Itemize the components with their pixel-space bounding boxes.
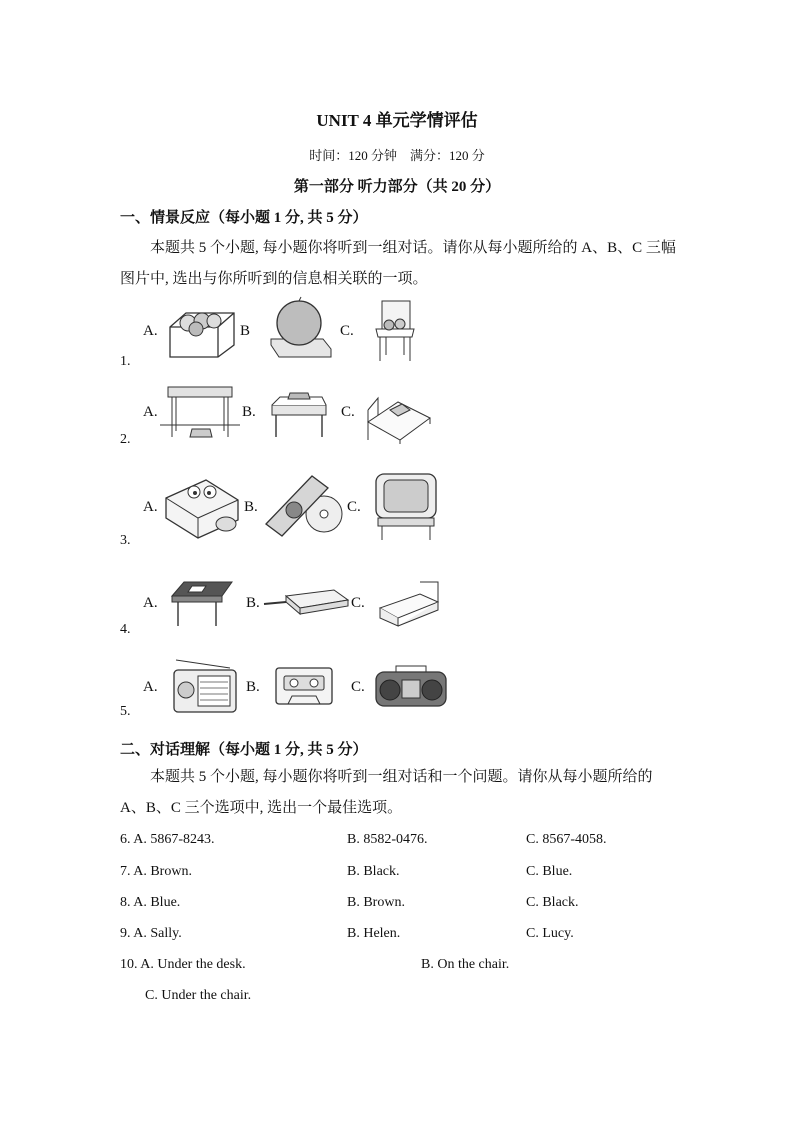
exam-time-score: 时间：120 分钟 满分：120 分: [309, 148, 485, 163]
orange-on-book-picture[interactable]: [269, 299, 333, 361]
option-label: C.: [351, 679, 365, 695]
question-8-option-a: 8. A. Blue.: [120, 895, 181, 910]
question-6-option-a: 6. A. 5867-8243.: [120, 832, 215, 847]
section1-instruction: 本题共 5 个小题, 每小题你将听到一组对话。请你从每小题所给的 A、B、C 三幅图片中, 选出与你所听到的信息相关联的一项。: [120, 240, 676, 287]
cassette-tape-picture[interactable]: [274, 666, 334, 706]
question-number: 2.: [120, 432, 131, 447]
option-label: A.: [143, 404, 158, 420]
option-label: B.: [246, 595, 260, 611]
pencil-box-picture[interactable]: [264, 586, 350, 616]
cd-player-picture[interactable]: [162, 470, 242, 540]
option-label: C.: [347, 499, 361, 515]
question-9-option-a: 9. A. Sally.: [120, 926, 182, 941]
question-8-option-c: C. Black.: [526, 895, 579, 910]
section2-heading: 二、对话理解（每小题 1 分, 共 5 分）: [120, 742, 368, 758]
question-7-option-b: B. Black.: [347, 864, 400, 879]
book-on-desk-picture[interactable]: [268, 385, 330, 439]
option-label: C.: [340, 323, 354, 339]
question-10-option-c: C. Under the chair.: [145, 988, 252, 1003]
question-10-option-b: B. On the chair.: [421, 957, 510, 972]
question-number: 1.: [120, 354, 131, 369]
question-9-option-b: B. Helen.: [347, 926, 401, 941]
book-under-desk-picture[interactable]: [160, 385, 240, 441]
section1-heading: 一、情景反应（每小题 1 分, 共 5 分）: [120, 210, 368, 226]
question-number: 3.: [120, 533, 131, 548]
oranges-on-chair-picture[interactable]: [372, 299, 418, 363]
question-10-option-a: 10. A. Under the desk.: [120, 957, 246, 972]
radio-picture[interactable]: [170, 656, 240, 716]
part-heading: 第一部分 听力部分（共 20 分）: [293, 179, 501, 195]
option-label: B: [240, 323, 251, 339]
question-9-option-c: C. Lucy.: [526, 926, 574, 941]
section2-instruction: 本题共 5 个小题, 每小题你将听到一组对话和一个问题。请你从每小题所给的 A、B、C 三个选项中, 选出一个最佳选项。: [120, 769, 653, 816]
option-label: B.: [242, 404, 256, 420]
option-label: A.: [143, 595, 158, 611]
option-label: A.: [143, 323, 158, 339]
boombox-picture[interactable]: [374, 664, 448, 708]
television-picture[interactable]: [372, 470, 440, 542]
question-7-option-a: 7. A. Brown.: [120, 864, 192, 879]
option-label: B.: [246, 679, 260, 695]
bed-picture[interactable]: [376, 578, 442, 628]
question-number: 5.: [120, 704, 131, 719]
question-7-option-c: C. Blue.: [526, 864, 573, 879]
option-label: B.: [244, 499, 258, 515]
box-of-oranges-picture[interactable]: [166, 305, 238, 360]
option-label: A.: [143, 499, 158, 515]
option-label: A.: [143, 679, 158, 695]
notebook-on-desk-picture[interactable]: [170, 578, 234, 628]
question-6-option-c: C. 8567-4058.: [526, 832, 607, 847]
page-title: UNIT 4 单元学情评估: [316, 111, 478, 130]
book-on-bed-picture[interactable]: [364, 384, 434, 444]
question-number: 4.: [120, 622, 131, 637]
question-6-option-b: B. 8582-0476.: [347, 832, 428, 847]
question-8-option-b: B. Brown.: [347, 895, 405, 910]
option-label: C.: [351, 595, 365, 611]
option-label: C.: [341, 404, 355, 420]
cd-album-picture[interactable]: [264, 472, 344, 540]
